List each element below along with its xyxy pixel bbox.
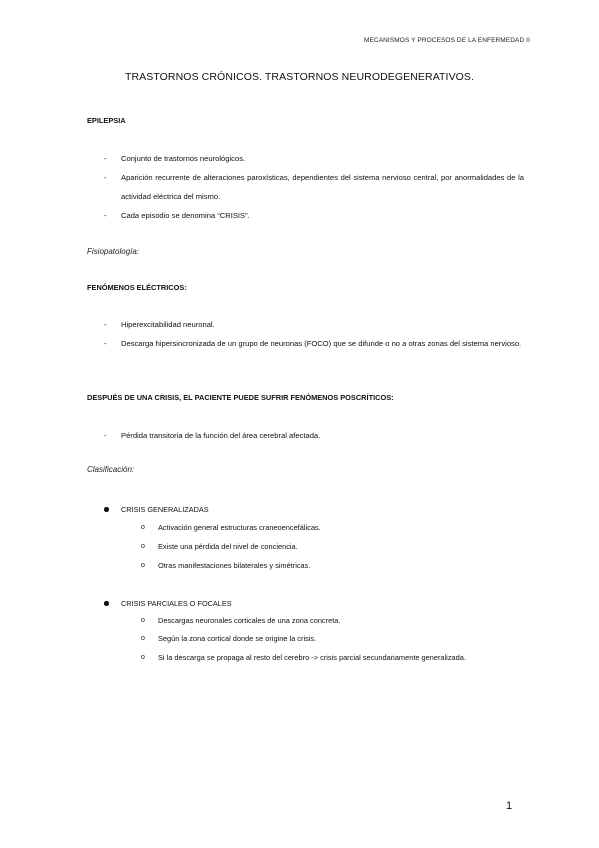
section-heading-epilepsia: EPILEPSIA — [87, 116, 126, 125]
circle-marker: o — [141, 654, 145, 661]
subheading-clasificacion: Clasificación: — [87, 465, 135, 474]
list-item-text: Pérdida transitoria de la función del área cerebral afectada. — [121, 431, 321, 440]
list-item-text: Activación general estructuras craneoencefálicas. — [158, 523, 321, 532]
group-title-parciales: CRISIS PARCIALES O FOCALES — [121, 599, 232, 608]
section-heading-poscriticos: DESPUÉS DE UNA CRISIS, EL PACIENTE PUEDE SUFRIR FENÓMENOS POSCRÍTICOS: — [87, 393, 394, 402]
list-item-text: Descarga hipersincronizada de un grupo de neuronas (FOCO) que se difunde o no a otras zonas del sistema nervioso. — [121, 339, 522, 348]
list-item-text: Otras manifestaciones bilaterales y simétricas. — [158, 561, 311, 570]
page-title: TRASTORNOS CRÓNICOS. TRASTORNOS NEURODEGENERATIVOS. — [124, 71, 475, 83]
running-header: MECANISMOS Y PROCESOS DE LA ENFERMEDAD II — [363, 37, 530, 44]
list-item-text: Existe una pérdida del nivel de conciencia. — [158, 542, 298, 551]
dash-marker: - — [104, 320, 107, 329]
dash-marker: - — [104, 431, 107, 440]
list-item-text: Cada episodio se denomina “CRISIS”. — [121, 211, 250, 220]
circle-marker: o — [141, 635, 145, 642]
subheading-fisiopatologia: Fisiopatología: — [87, 247, 140, 256]
group-title-generalizadas: CRISIS GENERALIZADAS — [121, 505, 209, 514]
list-item-text: Descargas neuronales corticales de una zona concreta. — [158, 616, 341, 625]
list-item-text: Hiperexcitabilidad neuronal. — [121, 320, 215, 329]
list-item-text: Conjunto de trastornos neurológicos. — [121, 154, 246, 163]
bullet-marker — [104, 601, 109, 606]
list-item-text: Si la descarga se propaga al resto del cerebro -> crisis parcial secundariamente generalizada. — [158, 653, 466, 662]
bullet-marker — [104, 507, 109, 512]
list-item-text: Aparición recurrente de alteraciones paroxísticas, dependientes del sistema nervioso central, por anormalidades de la actividad eléctrica del mismo. — [121, 173, 524, 201]
section-heading-fenomenos-electricos: FENÓMENOS ELÉCTRICOS: — [87, 283, 187, 292]
dash-marker: - — [104, 173, 107, 182]
dash-marker: - — [104, 154, 107, 163]
list-item-text: Según la zona cortical donde se origine la crisis. — [158, 634, 317, 643]
circle-marker: o — [141, 524, 145, 531]
dash-marker: - — [104, 339, 107, 348]
page-number: 1 — [506, 800, 513, 812]
circle-marker: o — [141, 617, 145, 624]
circle-marker: o — [141, 543, 145, 550]
circle-marker: o — [141, 562, 145, 569]
dash-marker: - — [104, 211, 107, 220]
